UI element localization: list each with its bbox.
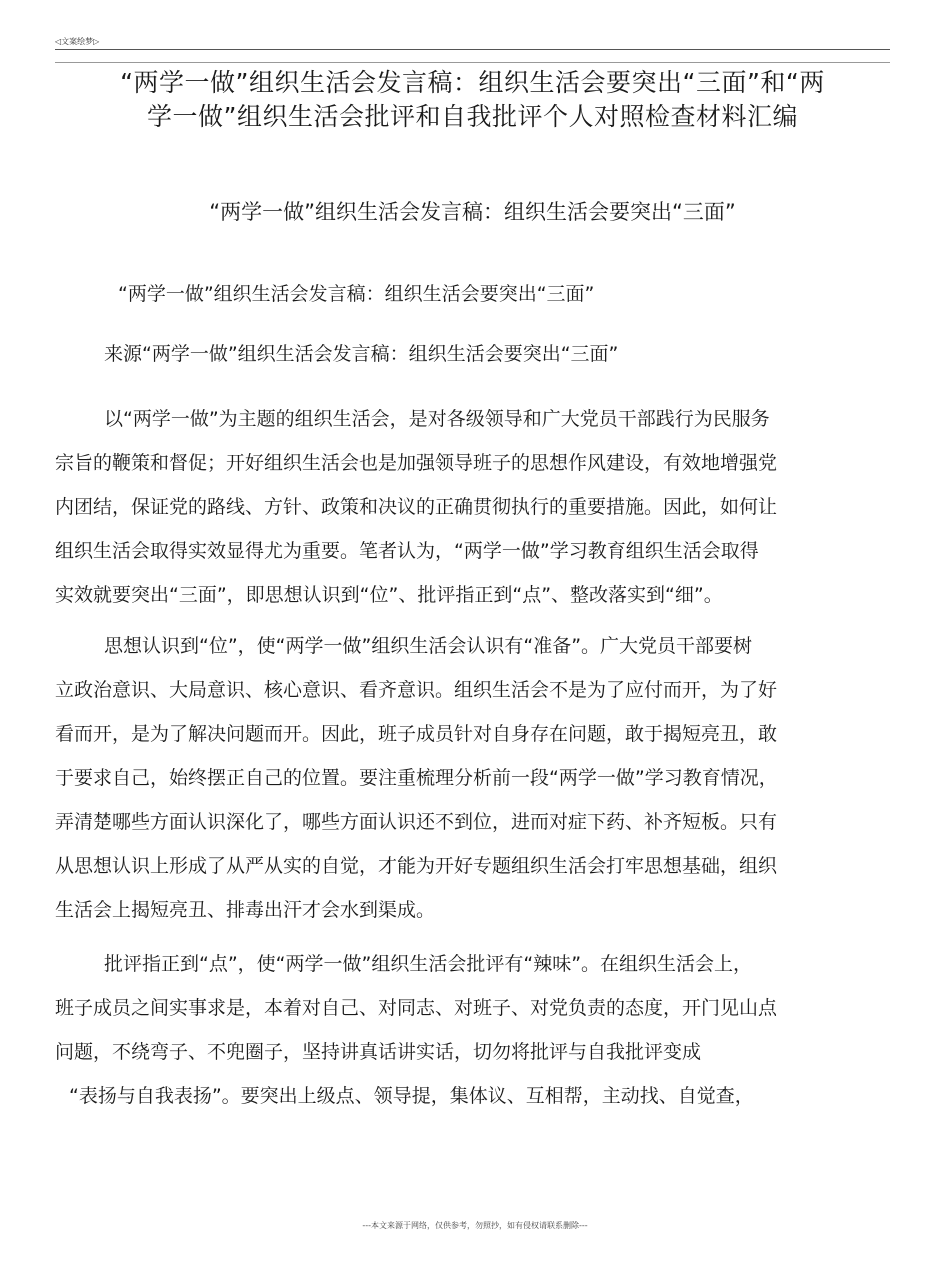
paragraph-line: 立政治意识、大局意识、核心意识、看齐意识。组织生活会不是为了应付而开，为了好 <box>55 679 778 701</box>
header-mark: ◁文案绘梦▷ <box>55 37 100 46</box>
section-title: “两学一做”组织生活会发言稿：组织生活会要突出“三面” <box>209 200 736 224</box>
paragraph-line: 组织生活会取得实效显得尤为重要。笔者认为，“两学一做”学习教育组织生活会取得 <box>55 540 759 562</box>
footer-disclaimer: ---本文来源于网络，仅供参考，勿照抄，如有侵权请联系删除--- <box>362 1221 588 1230</box>
paragraph-line: 实效就要突出“三面”，即思想认识到“位”、批评指正到“点”、整改落实到“细”。 <box>55 584 723 606</box>
paragraph-1 <box>55 397 893 617</box>
paragraph-2 <box>55 624 893 932</box>
document-title-line-1: “两学一做”组织生活会发言稿：组织生活会要突出“三面”和“两 <box>120 68 825 97</box>
paragraph-line: 于要求自己，始终摆正自己的位置。要注重梳理分析前一段“两学一做”学习教育情况， <box>55 767 778 789</box>
paragraph-line: 问题，不绕弯子、不兜圈子，坚持讲真话讲实话，切勿将批评与自我批评变成 <box>55 1041 702 1063</box>
header-rule <box>55 49 890 50</box>
paragraph-line: 思想认识到“位”，使“两学一做”组织生活会认识有“准备”。广大党员干部要树 <box>104 635 753 657</box>
paragraph-line: 生活会上揭短亮丑、排毒出汗才会水到渠成。 <box>55 899 436 921</box>
document-title-line-2: 学一做”组织生活会批评和自我批评个人对照检查材料汇编 <box>147 102 798 131</box>
document-title <box>55 66 890 134</box>
paragraph-line: 批评指正到“点”，使“两学一做”组织生活会批评有“辣味”。在组织生活会上， <box>104 953 753 975</box>
paragraph-3 <box>55 942 893 1118</box>
paragraph-line: “表扬与自我表扬”。要突出上级点、领导提，集体议、互相帮，主动找、自觉查， <box>69 1085 754 1107</box>
paragraph-line: 宗旨的鞭策和督促；开好组织生活会也是加强领导班子的思想作风建设，有效地增强党 <box>55 452 778 474</box>
article-source: 来源“两学一做”组织生活会发言稿：组织生活会要突出“三面” <box>104 343 619 365</box>
paragraph-line: 看而开，是为了解决问题而开。因此，班子成员针对自身存在问题，敢于揭短亮丑，敢 <box>55 723 778 745</box>
article-subtitle: “两学一做”组织生活会发言稿：组织生活会要突出“三面” <box>118 283 595 305</box>
paragraph-line: 以“两学一做”为主题的组织生活会，是对各级领导和广大党员干部践行为民服务 <box>104 408 770 430</box>
paragraph-line: 内团结，保证党的路线、方针、政策和决议的正确贯彻执行的重要措施。因此，如何让 <box>55 496 778 518</box>
paragraph-line: 弄清楚哪些方面认识深化了，哪些方面认识还不到位，进而对症下药、补齐短板。只有 <box>55 811 778 833</box>
paragraph-line: 班子成员之间实事求是，本着对自己、对同志、对班子、对党负责的态度，开门见山点 <box>55 997 778 1019</box>
paragraph-line: 从思想认识上形成了从严从实的自觉，才能为开好专题组织生活会打牢思想基础，组织 <box>55 855 778 877</box>
header-rule-secondary <box>55 62 890 63</box>
